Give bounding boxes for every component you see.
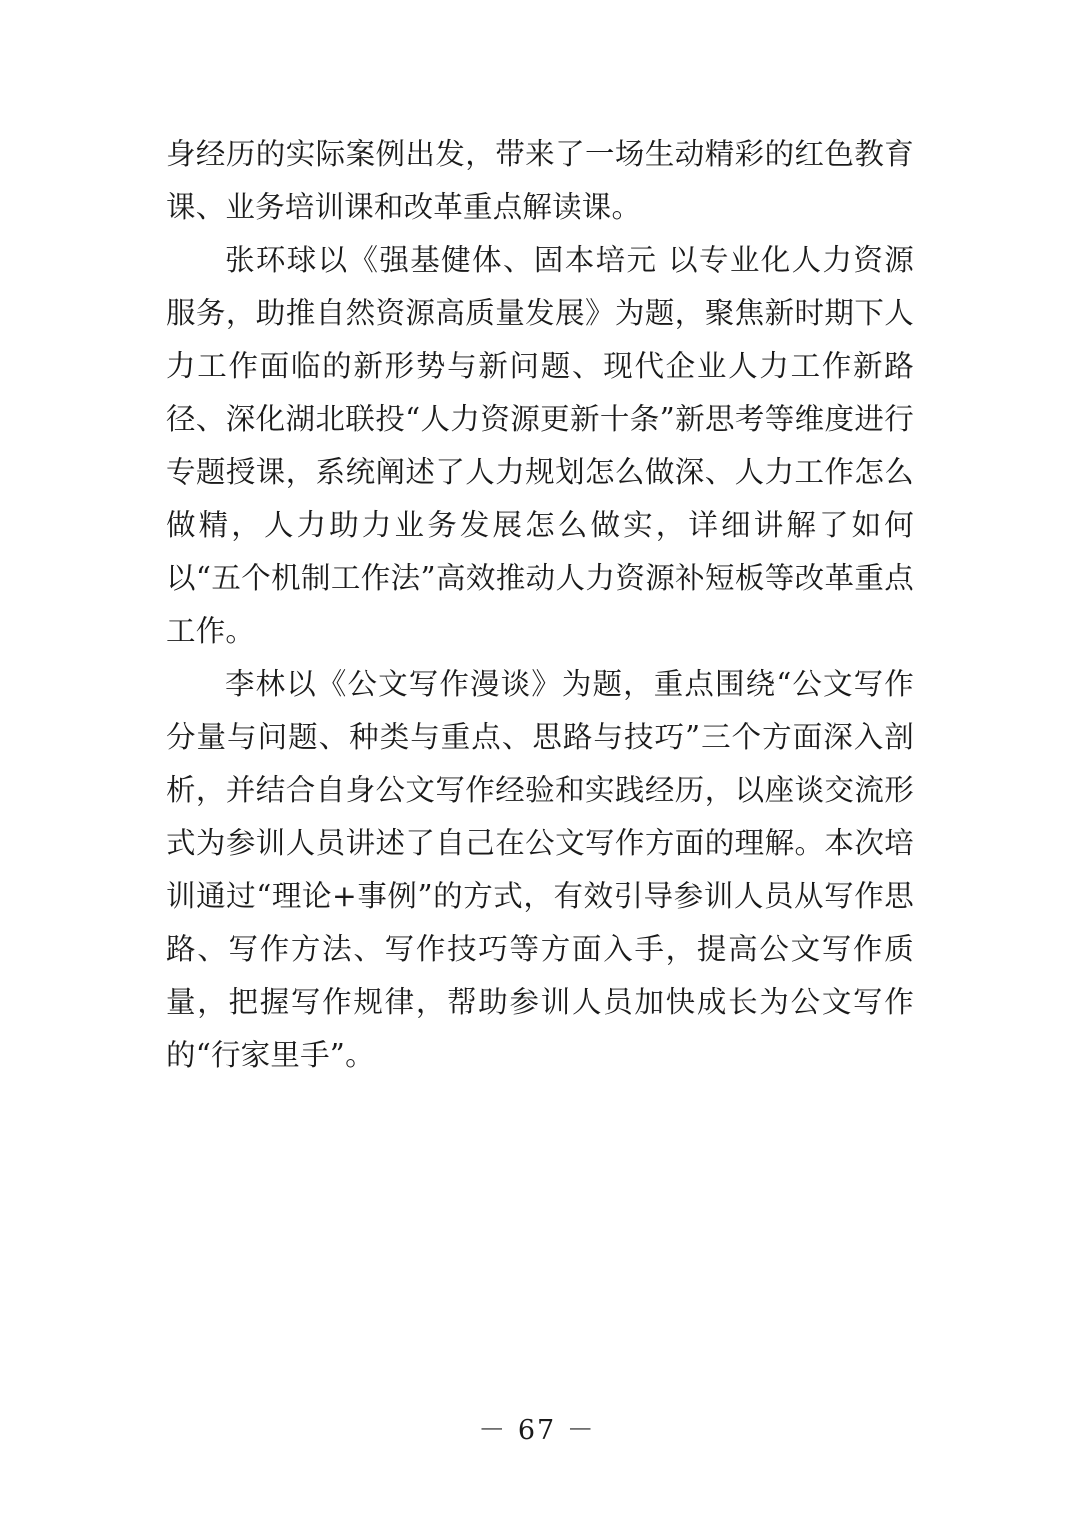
- paragraph-li-lin: 李林以《公文写作漫谈》为题，重点围绕“公文写作分量与问题、种类与重点、思路与技巧”三个方面深入剖析，并结合自身公文写作经验和实践经历，以座谈交流形式为参训人员讲述了自己在公文写作方面的理解。本次培训通过“理论+事例”的方式，有效引导参训人员从写作思路、写作方法、写作技巧等方面入手，提高公文写作质量，把握写作规律，帮助参训人员加快成长为公文写作的“行家里手”。: [166, 667, 914, 1072]
- page-body: [166, 128, 914, 1082]
- paragraph-continued: 身经历的实际案例出发，带来了一场生动精彩的红色教育课、业务培训课和改革重点解读课。: [166, 137, 914, 224]
- paragraph-zhang-huanqiu: 张环球以《强基健体、固本培元 以专业化人力资源服务，助推自然资源高质量发展》为题，聚焦新时期下人力工作面临的新形势与新问题、现代企业人力工作新路径、深化湖北联投“人力资源更新十条”新思考等维度进行专题授课，系统阐述了人力规划怎么做深、人力工作怎么做精，人力助力业务发展怎么做实，详细讲解了如何以“五个机制工作法”高效推动人力资源补短板等改革重点工作。: [166, 243, 914, 648]
- page-number: － 67 －: [478, 1415, 596, 1446]
